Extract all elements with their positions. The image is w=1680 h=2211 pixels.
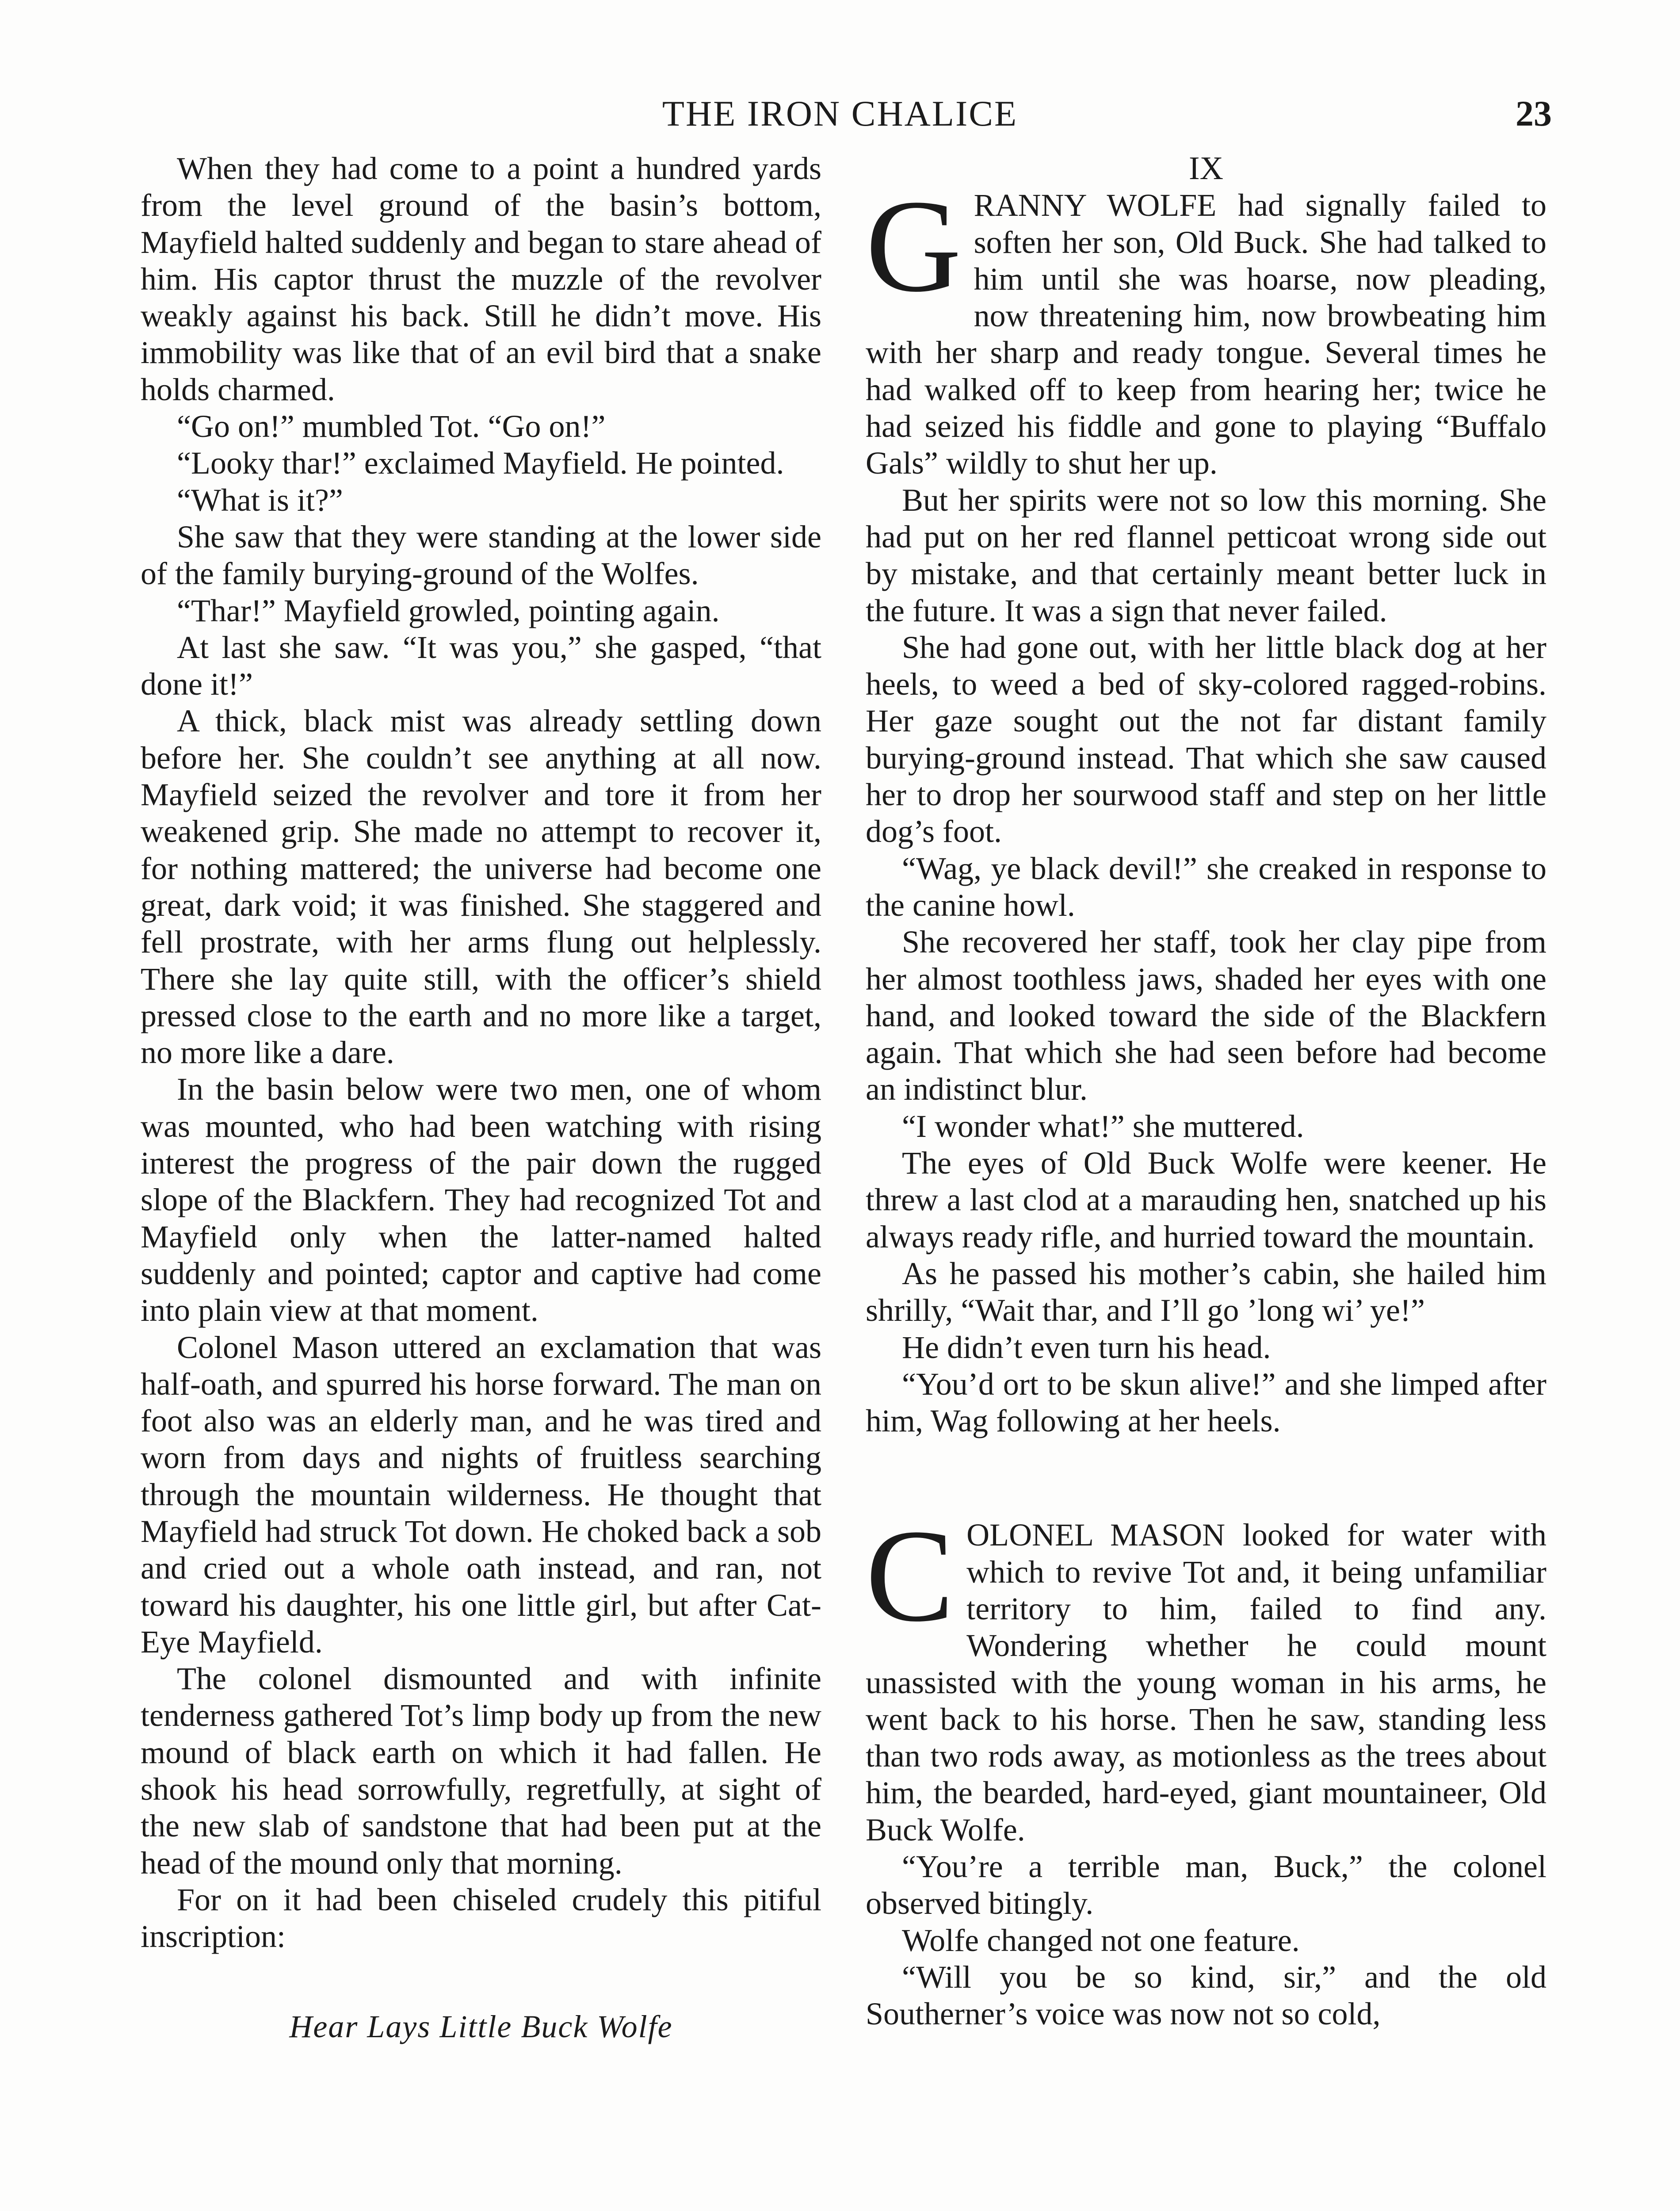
paragraph: The colonel dismounted and with infinite tenderness gathered Tot’s limp body up from the new mound of black earth on which it had fallen. He shook his head sorrowfully, regretfully, at sight of the new slab of sandstone that had been put at the head of the mound only that morning.: [141, 1661, 821, 1881]
paragraph: “Looky thar!” exclaimed Mayfield. He pointed.: [177, 445, 784, 481]
page-number: 23: [1516, 93, 1552, 134]
paragraph: “Thar!” Mayfield growled, pointing again.: [177, 593, 720, 628]
right-column: [866, 150, 1546, 2033]
left-column: [141, 150, 821, 2045]
running-title: THE IRON CHALICE: [662, 93, 1018, 134]
paragraph: At last she saw. “It was you,” she gasped, “that done it!”: [141, 629, 821, 702]
paragraph: “What is it?”: [177, 482, 343, 518]
paragraph: In the basin below were two men, one of whom was mounted, who had been watching with rising interest the progress of the pair down the rugged slope of the Blackfern. They had recognized Tot and Mayfield only when the latter-named halted suddenly and pointed; captor and captive had come into plain view at that moment.: [141, 1071, 821, 1328]
section-break: [866, 1439, 1546, 1517]
paragraph: Wolfe changed not one feature.: [902, 1922, 1300, 1958]
running-header: [133, 93, 1552, 146]
paragraph: He didn’t even turn his head.: [902, 1329, 1271, 1365]
paragraph: She saw that they were standing at the lower side of the family burying-ground of the Wolfes.: [141, 519, 821, 592]
paragraph: Colonel Mason uttered an exclamation that was half-oath, and spurred his horse forward. The man on foot also was an elderly man, and he was tired and worn from days and nights of fruitless searching through the mountain wilderness. He thought that Mayfield had struck Tot down. He choked back a sob and cried out a whole oath instead, and ran, not toward his daughter, his one little girl, but after Cat-Eye Mayfield.: [141, 1329, 821, 1660]
section-opening: [866, 172, 1546, 482]
drop-cap: C: [866, 1502, 955, 1649]
paragraph: She recovered her staff, took her clay pipe from her almost toothless jaws, shaded her eyes with one hand, and looked toward the side of the Blackfern again. That which she had seen before had become an indistinct blur.: [866, 924, 1546, 1107]
paragraph: “You’re a terrible man, Buck,” the colonel observed bitingly.: [866, 1849, 1546, 1921]
chapter-number: IX: [1188, 150, 1224, 187]
paragraph: But her spirits were not so low this morning. She had put on her red flannel petticoat wrong side out by mistake, and that certainly meant better luck in the future. It was a sign that never failed.: [866, 482, 1546, 628]
paragraph: “You’d ort to be skun alive!” and she limped after him, Wag following at her heels.: [866, 1366, 1546, 1439]
paragraph: She had gone out, with her little black dog at her heels, to weed a bed of sky-colored ragged-robins. Her gaze sought out the not far distant family burying-ground instead. That which she saw caused her to drop her sourwood staff and step on her little dog’s foot.: [866, 629, 1546, 849]
paragraph: “Wag, ye black devil!” she creaked in response to the canine howl.: [866, 850, 1546, 923]
paragraph: As he passed his mother’s cabin, she hailed him shrilly, “Wait thar, and I’ll go ’long wi’ ye!”: [866, 1255, 1546, 1328]
paragraph: When they had come to a point a hundred yards from the level ground of the basin’s bottom, Mayfield halted suddenly and began to stare ahead of him. His captor thrust the muzzle of the revolver weakly against his back. Still he didn’t move. His immobility was like that of an evil bird that a snake holds charmed.: [141, 151, 821, 407]
opening-text: OLONEL MASON looked for water with which to revive Tot and, it being unfamiliar territory to him, failed to find any. Wondering whether he could mount unassisted with the young woman in his arms, he went back to his horse. Then he saw, standing less than two rods away, as motionless as the trees about him, the bearded, hard-eyed, giant mountaineer, Old Buck Wolfe.: [866, 1517, 1546, 1848]
paragraph: The eyes of Old Buck Wolfe were keener. He threw a last clod at a marauding hen, snatched up his always ready rifle, and hurried toward the mountain.: [866, 1145, 1546, 1255]
paragraph: A thick, black mist was already settling down before her. She couldn’t see anything at all now. Mayfield seized the revolver and tore it from her weakened grip. She made no attempt to recover it, for nothing mattered; the universe had become one great, dark void; it was finished. She staggered and fell prostrate, with her arms flung out helplessly. There she lay quite still, with the officer’s shield pressed close to the earth and no more like a target, no more like a dare.: [141, 703, 821, 1071]
inscription: Hear Lays Little Buck Wolfe: [289, 2008, 673, 2044]
drop-cap: G: [866, 172, 962, 320]
opening-text: RANNY WOLFE had signally failed to soften her son, Old Buck. She had talked to him until she was hoarse, now pleading, now threatening him, now browbeating him with her sharp and ready tongue. Several times he had walked off to keep from hearing her; twice he had seized his fiddle and gone to playing “Buffalo Gals” wildly to shut her up.: [866, 187, 1546, 481]
section-opening: [866, 1502, 1546, 1848]
paragraph: For on it had been chiseled crudely this pitiful inscription:: [141, 1882, 821, 1955]
paragraph: “Will you be so kind, sir,” and the old Southerner’s voice was now not so cold,: [866, 1959, 1546, 2032]
paragraph: “Go on!” mumbled Tot. “Go on!”: [177, 409, 606, 444]
paragraph: “I wonder what!” she muttered.: [902, 1108, 1304, 1144]
